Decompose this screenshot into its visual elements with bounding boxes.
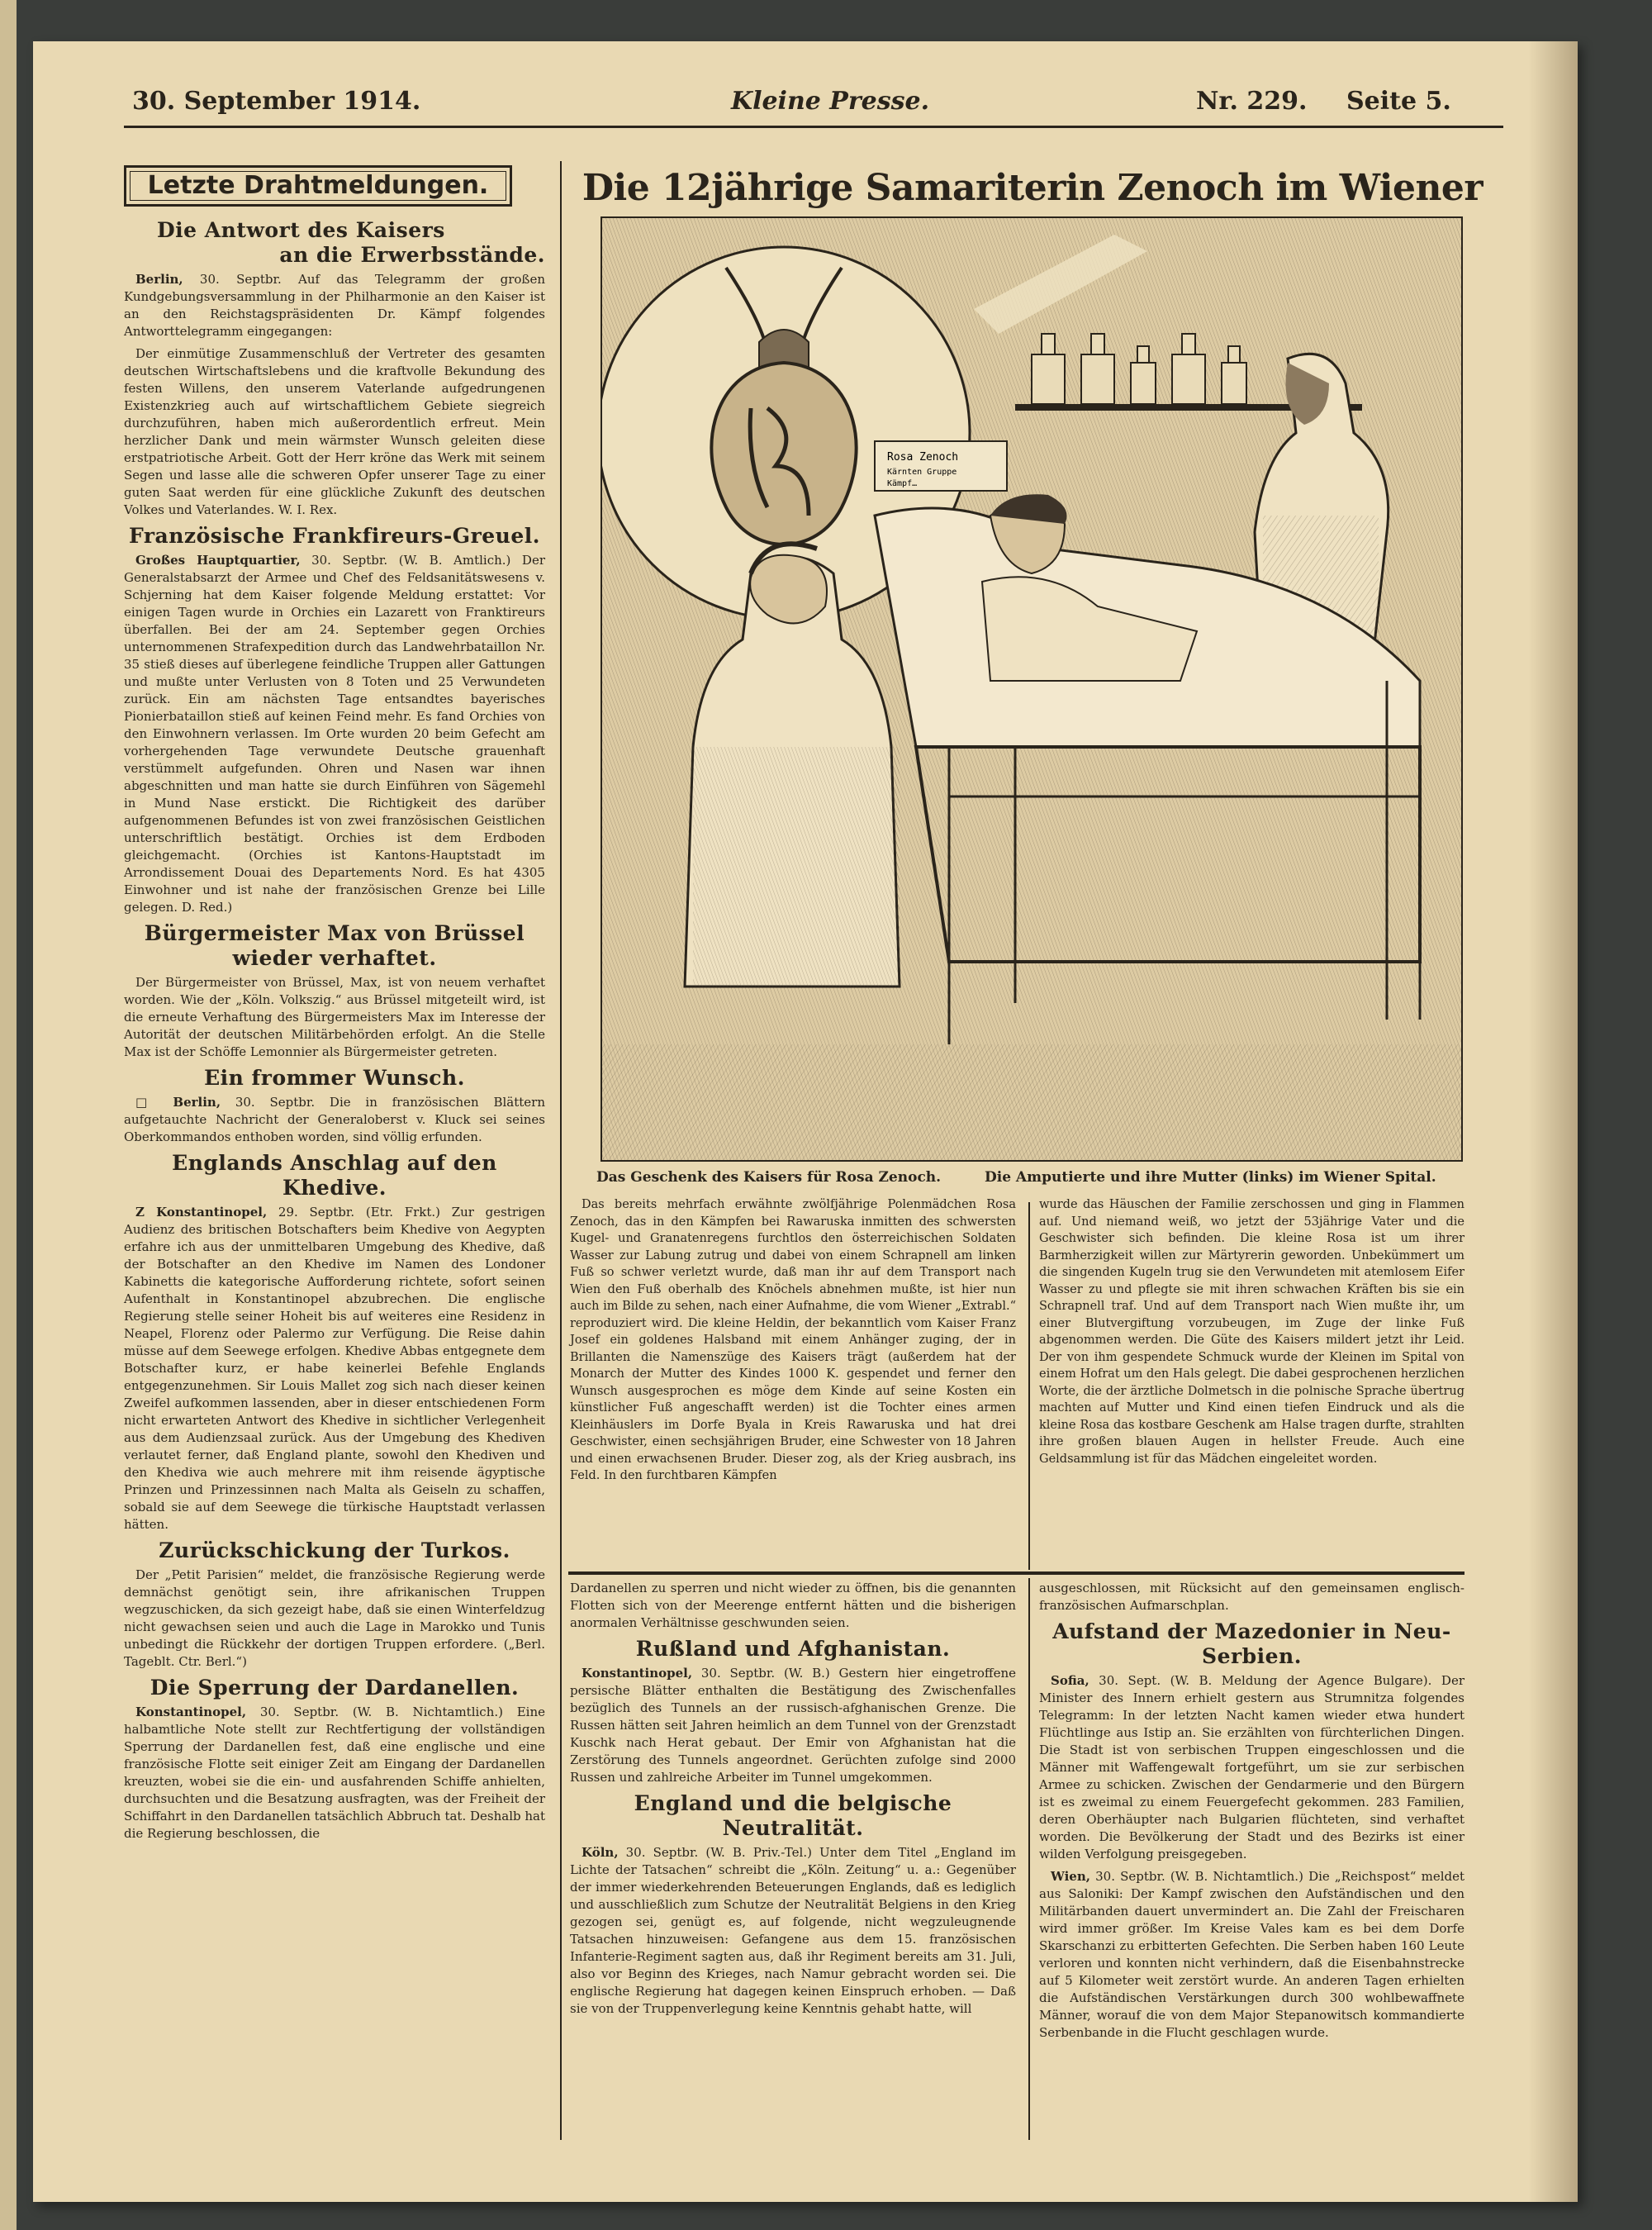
article-turkos: Der „Petit Parisien“ meldet, die französische Regierung werde demnächst genötigt sein, ihre afrikanischen Truppen wegzuschicken, da sich gezeigt habe, daß sie einen Winterfeldzug nicht gewachsen seien und auch die Lage in Marokko und Tunis unbedingt die Rückkehr der dortigen Truppen erfordere. („Berl. Tageblt. Ctr. Berl.“): [124, 1567, 545, 1669]
binding-strip: [0, 0, 17, 2230]
section-rule-feature: [568, 1571, 1464, 1575]
hospital-scene-drawing: [602, 218, 1461, 1160]
article-text: 30. Septbr. (W. B. Amtlich.) Der Generalstabsarzt der Armee und Chef des Feldsanitätswesens v. Schjerning hat dem Kaiser folgende Meldung erstattet: Vor einigen Tagen wurde in Orchies ein Lazarett von Franktireurs überfallen. Bei der am 24. September gegen Orchies unternommenen Strafexpedition durch das Landwehrbataillon Nr. 35 stieß dieses auf überlegene feindliche Truppen aller Gattungen und mußte unter Verlusten von 8 Toten und 25 Verwundeten zurück. Ein am nächsten Tage entsandtes bayerisches Pionierbataillon stieß auf keinen Feind mehr. Es fand Orchies von den Einwohnern verlassen. Im Orte wurden 20 beim Gefecht am vorhergehenden Tage verwundete Deutsche grauenhaft verstümmelt aufgefunden. Ohren und Nasen war ihnen abgeschnitten und man hatte sie durch Einführen von Sägemehl in Mund Nase erstickt. Die Richtigkeit des darüber aufgenommenen Befundes ist von zwei französischen Geistlichen unterschriftlich bestätigt. Orchies ist dem Erdboden gleichgemacht. (Orchies ist Kantons-Hauptstadt im Arrondissement Douai des Departements Nord. Es hat 4305 Einwohner und ist nahe der französischen Grenze bei Lille gelegen. D. Red.): [124, 553, 546, 915]
feature-text-left: [570, 1196, 1016, 1490]
article-antwort-p2: Der einmütige Zusammenschluß der Vertreter des gesamten deutschen Wirtschaftslebens und die kraftvolle Bekundung des festen Willens, den unserem Vaterlande aufgedrungenen Existenzkrieg auch auf wirtschaftlichem Gebiete siegreich durchzuführen, haben mich außerordentlich erfreut. Mein herzlicher Dank und mein wärmster Wunsch geleiten diese erstpatriotische Arbeit. Gott der Herr kröne das Werk mit seinem Segen und lasse alle die schweren Opfer unserer Tage zu einer guten Saat werden für eine glückliche Zukunft des deutschen Volkes und Vaterlandes. W. I. Rex.: [124, 346, 545, 517]
section-title-box: Letzte Drahtmeldungen.: [124, 165, 512, 207]
article-antwort-p1: [124, 271, 545, 340]
article-text: 30. Septbr. (W. B. Nichtamtlich.) Die „Reichspost“ meldet aus Saloniki: Der Kampf zwischen den Aufständischen und den Militärbanden dauert unvermindert an. Die Zahl der Freischaren wird immer größer. Im Kreise Vales kam es bei dem Dorfe Skarschanzi zu erbitterten Gefechten. Die Serben haben 160 Leute verloren und konnten nicht verhindern, daß die Eisenbahnstrecke auf 5 Kilometer weit zerstört wurde. An anderen Tagen erhielten die Aufständischen Verstärkungen durch 300 wohlbewaffnete Männer, worauf die von dem Major Stepanowitsch kommandierte Serbenbande in die Flucht geschlagen wurde.: [1039, 1869, 1464, 2040]
dateline: Berlin,: [135, 272, 183, 287]
bed-sign-line2: Kärnten Gruppe: [887, 468, 957, 477]
bed-sign-line3: Kämpf…: [887, 479, 918, 488]
article-text: 30. Septbr. Die in französischen Blättern aufgetauchte Nachricht der Generaloberst v. Kluck sei seines Oberkommandos enthoben worden, sind völlig erfunden.: [124, 1095, 545, 1144]
article-khedive: [124, 1204, 545, 1533]
article-wunsch: [124, 1094, 545, 1146]
article-max: Der Bürgermeister von Brüssel, Max, ist von neuem verhaftet worden. Wie der „Köln. Volkszig.“ aus Brüssel mitgeteilt wird, ist die erneute Verhaftung des Bürgermeisters Max im Interesse der Autorität der deutschen Militärbehörden erfolgt. An die Stelle Max ist der Schöffe Lemonnier als Bürgermeister getreten.: [124, 975, 545, 1059]
article-belgien: [570, 1844, 1016, 2018]
dateline: Konstantinopel,: [135, 1705, 247, 1719]
headline-turkos: Zurückschickung der Turkos.: [159, 1538, 510, 1562]
dateline: Großes Hauptquartier,: [135, 553, 301, 568]
article-text: 30. Septbr. (W. B. Priv.-Tel.) Unter dem Titel „England im Lichte der Tatsachen“ schreibt die „Köln. Zeitung“ u. a.: Gegenüber der immer wiederkehrenden Beteuerungen Englands, daß es lediglich und ausschließlich zum Schutze der Neutralität Belgiens in den Krieg gezogen sei, genügt es, auf folgende, nicht wegzuleugnende Tatsachen hinzuweisen: Gefangene aus dem 15. französischen Infanterie-Regiment sagten aus, daß ihr Regiment bereits am 31. Juli, also vor Beginn des Krieges, nach Namur gebracht worden sei. Die englische Regierung hat dagegen keinen Einspruch erhoben. — Daß sie von der Truppenverlegung keine Kenntnis gehabt hatte, will: [570, 1845, 1016, 2016]
headline-max: Bürgermeister Max von Brüssel wieder verhaftet.: [144, 921, 525, 970]
headline-antwort-a: Die Antwort des Kaisers: [157, 218, 445, 242]
column-bottom-middle: [570, 1580, 1016, 2023]
illustration-caption-right: Die Amputierte und ihre Mutter (links) im Wiener Spital.: [985, 1169, 1436, 1186]
headline-antwort-b: an die Erwerbsstände.: [279, 243, 545, 267]
column-rule-2: [1028, 1578, 1030, 2140]
page-edge-shade: [1528, 41, 1578, 2202]
article-afghanistan: [570, 1665, 1016, 1786]
article-text: 30. Sept. (W. B. Meldung der Agence Bulgare). Der Minister des Innern erhielt gestern aus Strumnitza folgendes Telegramm: In der letzten Nacht kamen wieder etwa hundert Flüchtlinge aus Istip an. Sie erzählten von fürchterlichen Dingen. Die Stadt ist von serbischen Truppen eingeschlossen und die Männer mit Waffengewalt fortgeführt, um sie zur serbischen Armee zu schicken. Zwischen der Gendarmerie und den Bürgern ist es zweimal zu einem Feuergefecht gekommen. 283 Familien, deren Oberhäupter nach Bulgarien flüchteten, sind verhaftet worden. Die Bevölkerung der Stadt und des Bezirks ist einer wilden Verfolgung preisgegeben.: [1039, 1673, 1464, 1862]
bed-sign-name: Rosa Zenoch: [887, 451, 959, 464]
masthead-paper-name: Kleine Presse.: [731, 87, 930, 116]
headline-belgien: England und die belgische Neutralität.: [634, 1791, 952, 1840]
dateline: □ Berlin,: [135, 1095, 221, 1110]
article-text: 29. Septbr. (Etr. Frkt.) Zur gestrigen Audienz des britischen Botschafters beim Khedive von Aegypten erfahre ich aus der unmittelbaren Umgebung des Khedive, daß der Botschafter an den Khedive im Namen des Londoner Kabinetts die kategorische Aufforderung richtete, sofort seinen Aufenthalt in Konstantinopel abzubrechen. Die englische Regierung stelle seiner Hoheit bis auf weiteres eine Residenz in Neapel, Florenz oder Palermo zur Verfügung. Die Reise dahin müsse auf dem Seewege erfolgen. Khedive Abbas entgegnete dem Botschafter kurz, er habe keinerlei Befehle Englands entgegenzunehmen. Sir Louis Mallet zog sich nach dieser keinen Zweifel aufkommen lassenden, aber in dieser entschiedenen Form nicht erwarteten Antwort des Khedive in sichtlicher Verlegenheit aus dem Audienzsaal zurück. Aus der Umgebung des Khediven verlautet ferner, daß England plante, sowohl den Khediven und den Khediva wie auch mehrere mit ihm reisende ägyptische Prinzen und Prinzessinnen nach Malta als Geiseln zu schaffen, sobald sie auf dem Seewege die türkische Hauptstadt verlassen hätten.: [124, 1205, 545, 1532]
article-mazedonier-wien: [1039, 1868, 1464, 2042]
article-text: 30. Septbr. Auf das Telegramm der großen Kundgebungsversammlung in der Philharmonie an den Kaiser ist an den Reichstagspräsidenten Dr. Kämpf folgendes Antworttelegramm eingegangen:: [124, 272, 545, 339]
column-left: [124, 213, 545, 1847]
column-rule-3: [1028, 1202, 1030, 1570]
feature-body-1: Das bereits mehrfach erwähnte zwölfjährige Polenmädchen Rosa Zenoch, das in den Kämpfen bei Rawaruska inmitten des schwersten Kugel- und Granatenregens furchtlos den österreichischen Soldaten Wasser zur Labung zutrug und dabei von einem Schrapnell am linken Fuß so schwer verletzt wurde, daß man ihr auf dem Transport nach Wien den Fuß oberhalb des Knöchels abnehmen mußte, ist hier nun auch im Bilde zu sehen, nach einer Aufnahme, die vom Wiener „Extrabl.“ reproduziert wird. Die kleine Heldin, der bekanntlich vom Kaiser Franz Josef ein goldenes Halsband mit einem Anhänger zuging, der in Brillanten die Namenszüge des Kaisers trägt (außerdem hat der Monarch der Mutter des Kindes 1000 K. gespendet und ferner den Wunsch ausgesprochen es möge dem Kinde auf seine Kosten ein künstlicher Fuß angeschafft werden) ist die Tochter eines armen Kleinhäuslers im Dorfe Byala in Kreis Rawaruska und hat drei Geschwister, einen sechsjährigen Bruder, eine Schwester von 18 Jahren und einen erwachsenen Bruder. Dieser zog, als der Krieg ausbrach, ins Feld. In den furchtbaren Kämpfen: [570, 1198, 1016, 1482]
dateline: Konstantinopel,: [582, 1666, 693, 1681]
article-franktireurs: [124, 552, 545, 916]
dateline: Wien,: [1051, 1869, 1090, 1884]
headline-khedive: Englands Anschlag auf den Khedive.: [172, 1151, 497, 1200]
headline-dardanellen: Die Sperrung der Dardanellen.: [150, 1676, 520, 1700]
feature-body-2: wurde das Häuschen der Familie zerschossen und ging in Flammen auf. Und niemand weiß, wo jetzt der 53jährige Vater und die Geschwister sich befinden. Die kleine Rosa ist um ihrer Barmherzigkeit willen zur Märtyrerin geworden. Unbekümmert um die singenden Kugeln trug sie den Verwundeten mit atemlosem Eifer Wasser zu und pflegte sie mit ihren schwachen Kräften bis sie ein Schrapnell traf. Und auf dem Transport nach Wien mußte ihr, um einer Blutvergiftung vorzubeugen, im Zuge der linke Fuß abgenommen werden. Die Güte des Kaisers mildert jetzt ihr Leid. Der von ihm gespendete Schmuck wurde der Kleinen im Spital von einem Hofrat um den Hals gelegt. Die dabei gesprochenen herzlichen Worte, die der ärztliche Dolmetsch in die polnische Sprache übertrug machten auf Mutter und Kind einen tiefen Eindruck und als die kleine Rosa das kostbare Geschenk am Halse tragen durfte, strahlten ihre großen blauen Augen in hellster Freude. Auch eine Geldsammlung ist für das Mädchen eingeleitet worden.: [1039, 1198, 1464, 1466]
article-text: 30. Septbr. (W. B. Nichtamtlich.) Eine halbamtliche Note stellt zur Rechtfertigung der vollständigen Sperrung der Dardanellen fest, daß eine englische und eine französische Flotte seit einiger Zeit am Eingang der Dardanellen kreuzten, wobei sie die ein- und ausfahrenden Schiffe anhielten, durchsuchten und die Besatzung ausfragten, was der Freiheit der Schiffahrt in den Dardanellen tatsächlich Abbruch tat. Deshalb hat die Regierung beschlossen, die: [124, 1705, 545, 1841]
dateline: Sofia,: [1051, 1673, 1089, 1688]
headline-afghanistan: Rußland und Afghanistan.: [635, 1637, 951, 1661]
column-bottom-right: [1039, 1580, 1464, 2047]
article-mazedonier-sofia: [1039, 1672, 1464, 1863]
feature-headline: Die 12jährige Samariterin Zenoch im Wiener: [582, 167, 1483, 209]
feature-illustration: [601, 216, 1463, 1162]
feature-text-right: [1039, 1196, 1464, 1472]
headline-mazedonier: Aufstand der Mazedonier in Neu-Serbien.: [1052, 1619, 1451, 1668]
dateline: Köln,: [582, 1845, 619, 1860]
headline-franktireurs: Französische Frankfireurs-Greuel.: [129, 524, 540, 548]
column-rule-1: [560, 161, 562, 2140]
illustration-caption-left: Das Geschenk des Kaisers für Rosa Zenoch.: [596, 1169, 942, 1186]
masthead-date: 30. September 1914.: [132, 87, 421, 116]
masthead-page-number: Seite 5.: [1346, 87, 1451, 116]
article-text: 30. Septbr. (W. B.) Gestern hier eingetroffene persische Blätter enthalten die Bestätigung des Zwischenfalles bezüglich des Tunnels an der russisch-afghanischen Grenze. Die Russen hätten seit Jahren heimlich an dem Tunnel von der Grenzstadt Kuschk nach Herat gebaut. Der Emir von Afghanistan hat die Zerstörung des Tunnels angeordnet. Gerüchten zufolge sind 2000 Russen und zahlreiche Arbeiter im Tunnel umgekommen.: [570, 1666, 1016, 1785]
masthead-issue: Nr. 229.: [1196, 87, 1308, 116]
masthead-rule: [124, 126, 1503, 128]
article-dardanellen-cont: Dardanellen zu sperren und nicht wieder zu öffnen, bis die genannten Flotten sich von der Meerenge entfernt hätten und die bisherigen anormalen Verhältnisse geschwunden seien.: [570, 1581, 1016, 1630]
dateline: Z Konstantinopel,: [135, 1205, 268, 1220]
article-dardanellen: [124, 1704, 545, 1842]
article-belgien-cont: ausgeschlossen, mit Rücksicht auf den gemeinsamen englisch-französischen Aufmarschplan.: [1039, 1581, 1464, 1613]
headline-wunsch: Ein frommer Wunsch.: [204, 1066, 465, 1090]
